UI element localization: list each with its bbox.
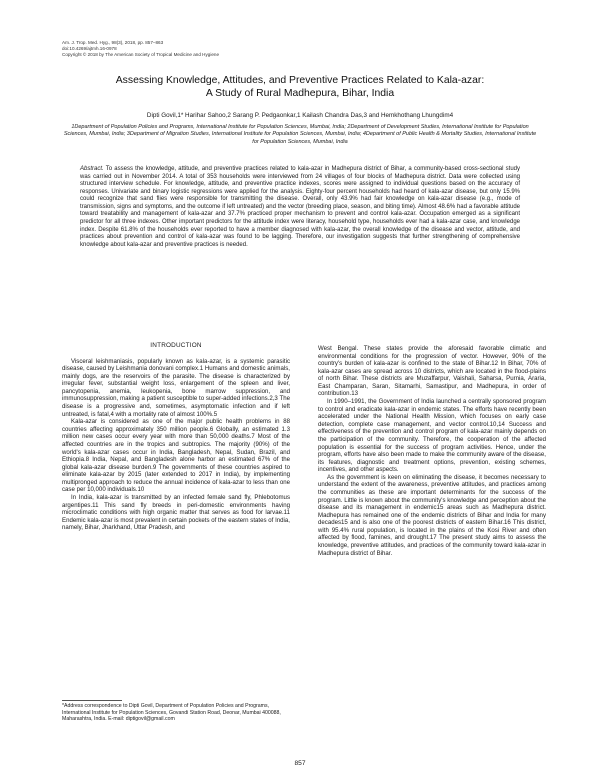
article-title [62, 74, 538, 100]
right-column [318, 345, 546, 557]
copyright-line: Copyright © 2018 by The American Society of Tropical Medicine and Hygiene [62, 52, 220, 58]
title-line-1: Assessing Knowledge, Attitudes, and Preventive Practices Related to Kala-azar: [115, 75, 485, 86]
doi-line: doi:10.4269/ajtmh.16-0978 [62, 46, 117, 52]
abstract [80, 166, 520, 249]
author-list-text: Dipti Govil,1* Harihar Sahoo,2 Sarang P. Pedgaonkar,1 Kailash Chandra Das,3 and Hemkhothang Lhungdim4 [146, 112, 454, 119]
affiliations-text: 1Department of Population Policies and Programs, International Institute for Population Sciences, Mumbai, India; 2Department of Development Studies, International Institute for Population Sciences, Mumbai, India; 3Department of Migration Studies, International Institute for Population Sciences, Mumbai, India; 4Department of Public Health & Mortality Studies, International Institute for Population Sciences, Mumbai, India [63, 124, 537, 145]
abstract-label: Abstract. [80, 166, 104, 172]
title-line-2: A Study of Rural Madhepura, Bihar, India [205, 88, 395, 99]
left-column [62, 342, 290, 532]
journal-citation [62, 40, 219, 59]
footnote-text: *Address correspondence to Dipti Govil, Department of Population Policies and Programs, International Institute for Population Sciences, Govandi Station Road, Deonar, Mumbai 400088, Maharashtra, India. E-mail: diptigovil@gmail.com [62, 703, 281, 723]
section-heading-introduction: INTRODUCTION [150, 342, 202, 349]
body-paragraph: As the government is keen on eliminating the disease, it becomes necessary to understand the extent of the awareness, preventive attitudes, and practices among the communities as these are important determinants for the success of the program. Little is known about the community's knowledge and perception about the disease and its management in endemic15 areas such as Madhepura district. Madhepura has remained one of the endemic districts of Bihar and India for many decades15 and is also one of the poorest districts of eastern Bihar.16 This district, with 95.4% rural population, is located in the plains of the Kosi River and often affected by flood, famines, and drought.17 The present study aims to assess the knowledge, preventive attitudes, and practices of the community toward kala-azar in Madhepura district of Bihar. [318, 473, 546, 557]
citation-line: Am. J. Trop. Med. Hyg., 98(3), 2018, pp. 857–863 [62, 40, 164, 45]
abstract-text: To assess the knowledge, attitude, and preventive practices related to kala-azar in Madhepura district of Bihar, a community-based cross-sectional study was carried out in November 2014. A total of 353 households were interviewed from 24 villages of four blocks of Madhepura district. Data were collected using structured interview schedule. For knowledge, attitude, and preventive practice indexes, scores were assigned to individual questions based on the accuracy of responses. Univariate and binary logistic regressions were applied for the analysis. Eighty-four percent households had heard of kala-azar disease, but only 15.9% could recognize that sand flies were responsible for transmitting the disease. Overall, only 43.9% had fair knowledge on kala-azar disease (e.g., mode of transmission, signs and symptoms, and the outcome if left untreated) and the vector (breeding place, season, and biting time). Almost 48.6% had a favorable attitude toward treatability and management of kala-azar and 37.7% practiced proper mechanism to prevent and control kala-azar. Occupation emerged as a significant predictor for all three indexes. Other important predictors for the attitude index were literacy, household type, households ever had a kala-azar case, and knowledge index. Despite 61.8% of the households ever reported to have a member diagnosed with kala-azar, the overall knowledge of the disease and vector, attitude, and practices about prevention and control of kala-azar was found to be lagging. Therefore, our investigation suggests that further strengthening of comprehensive knowledge about kala-azar and preventive practices is needed. [80, 166, 520, 248]
body-paragraph: Kala-azar is considered as one of the major public health problems in 88 countries affecting approximately 350 million people.6 Globally, an estimated 1.3 million new cases occur every year with more than 50,000 deaths.7 Most of the affected countries are in the tropics and subtropics. The majority (90%) of the world's kala-azar cases occur in India, Bangladesh, Nepal, Sudan, Brazil, and Ethiopia.8 India, Nepal, and Bangladesh alone harbor an estimated 67% of the global kala-azar disease burden.9 The governments of these countries aspired to eliminate kala-azar by 2015 (later extended to 2017 in India), by implementing multipronged approach to reduce the annual incidence of kala-azar to less than one case per 10,000 individuals.10 [62, 418, 290, 494]
author-affiliations [62, 124, 538, 146]
body-paragraph: Visceral leishmaniasis, popularly known as kala-azar, is a systemic parasitic disease, caused by Leishmania donovani complex.1 Humans and domestic animals, mainly dogs, are the reservoirs of the parasite. The disease is characterized by irregular fever, substantial weight loss, enlargement of the spleen and liver, pancytopenia, anemia, leukopenia, bone marrow suppression, and immunosuppression, making a patient susceptible to super-added infections.2,3 The disease is a progressive and, sometimes, asymptomatic infection and if left untreated, is fatal,4 with a mortality rate of almost 100%.5 [62, 357, 290, 418]
body-paragraph: West Bengal. These states provide the aforesaid favorable climatic and environmental conditions for the progression of vector. However, 90% of the country's burden of kala-azar is confined to the state of Bihar.12 In Bihar, 70% of kala-azar cases are spread across 10 districts, which are located in the flood-plains of north Bihar. These districts are Muzaffarpur, Vaishali, Saharsa, Purnia, Araria, East Champaran, Saran, Sitamarhi, Samastipur, and Madhepura, in order of contribution.13 [318, 345, 546, 398]
body-paragraph: In India, kala-azar is transmitted by an infected female sand fly, Phlebotomus argentipes.11 This sand fly breeds in peri-domestic environments having microclimatic conditions with high organic matter that serves as food for larvae.11 Endemic kala-azar is most prevalent in certain pockets of the eastern states of India, namely, Bihar, Jharkhand, Uttar Pradesh, and [62, 493, 290, 532]
correspondence-footnote [62, 703, 290, 723]
body-paragraph: In 1990–1991, the Government of India launched a centrally sponsored program to control and eradicate kala-azar in endemic states. The efforts have recently been accelerated under the National Health Mission, which focuses on early case detection, complete case management, and vector control.10,14 Success and effectiveness of the prevention and control program of kala-azar mainly depends on the participation of the community. Therefore, the cooperation of the affected population is essential for the success of program activities. Hence, under the program, efforts have also been made to make the community aware of the disease, its features, diagnostic and treatment options, prevention, existing schemes, incentives, and other aspects. [318, 398, 546, 474]
footnote-divider [62, 700, 122, 701]
author-list [62, 112, 538, 120]
page-number: 857 [294, 760, 306, 767]
